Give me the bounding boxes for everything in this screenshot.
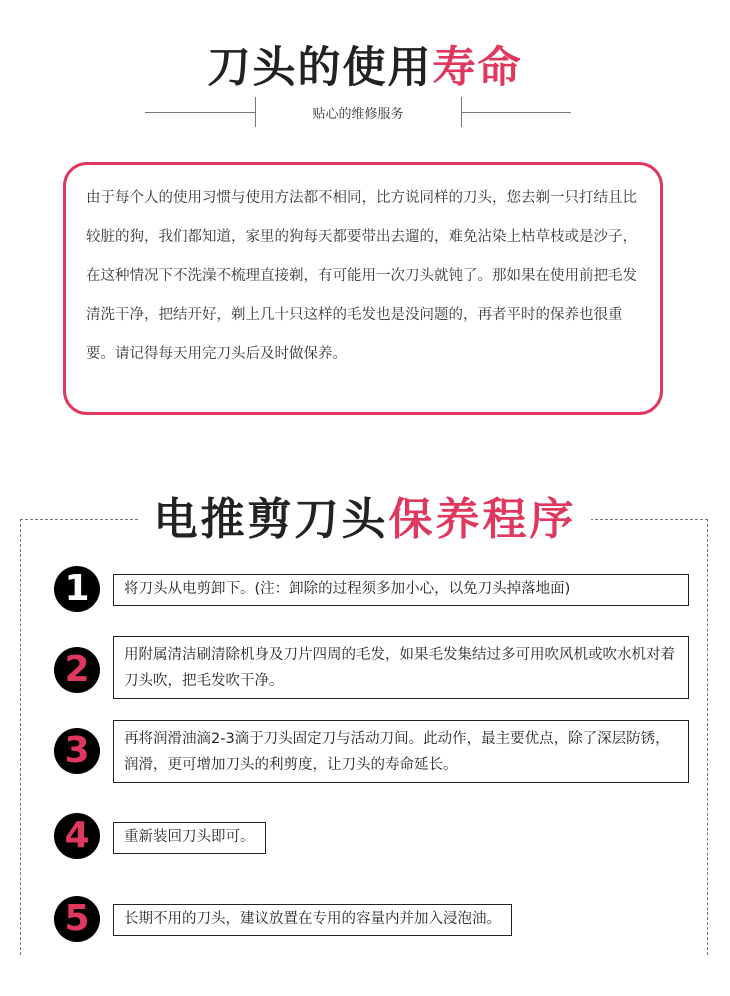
subtitle-right-line xyxy=(461,112,571,113)
step-5-number-icon: 5 xyxy=(54,896,100,942)
steps-title-main: 电推剪刀头 xyxy=(153,494,389,545)
step-2-text: 用附属清洁刷清除机身及刀片四周的毛发，如果毛发集结过多可用吹风机或吹水机对着刀头吹，把毛发吹干净。 xyxy=(113,636,689,699)
subtitle-left-line xyxy=(145,112,255,113)
steps-title-wrap xyxy=(0,492,730,548)
steps-title xyxy=(140,492,591,548)
title-highlight-text: 寿命 xyxy=(432,43,523,93)
intro-text: 由于每个人的使用习惯与使用方法都不相同，比方说同样的刀头，您去剃一只打结且比较脏的狗，我们都知道，家里的狗每天都要带出去遛的，难免沾染上枯草枝或是沙子，在这种情况下不洗澡不梳理直接剃，有可能用一次刀头就钝了。那如果在使用前把毛发清洗干净，把结开好，剃上几十只这样的毛发也是没问题的，再者平时的保养也很重要。请记得每天用完刀头后及时做保养。 xyxy=(86,190,637,362)
step-5-text: 长期不用的刀头，建议放置在专用的容量内并加入浸泡油。 xyxy=(113,904,512,936)
steps-title-highlight: 保养程序 xyxy=(388,494,577,545)
step-1-text: 将刀头从电剪卸下。(注：卸除的过程须多加小心，以免刀头掉落地面) xyxy=(113,574,689,606)
page-title xyxy=(0,34,730,95)
step-2-number-icon: 2 xyxy=(54,647,100,693)
title-main-text: 刀头的使用 xyxy=(207,43,433,93)
step-3-number-icon: 3 xyxy=(54,728,100,774)
subtitle-row xyxy=(0,97,730,127)
step-4-text: 重新装回刀头即可。 xyxy=(113,822,266,854)
step-1-number-icon: 1 xyxy=(54,566,100,612)
step-3-text: 再将润滑油滴2-3滴于刀头固定刀与活动刀间。此动作，最主要优点，除了深层防锈，润滑，更可增加刀头的利剪度，让刀头的寿命延长。 xyxy=(113,720,689,783)
subtitle: 贴心的维修服务 xyxy=(312,107,404,122)
intro-box xyxy=(63,162,663,415)
step-4-number-icon: 4 xyxy=(54,813,100,859)
